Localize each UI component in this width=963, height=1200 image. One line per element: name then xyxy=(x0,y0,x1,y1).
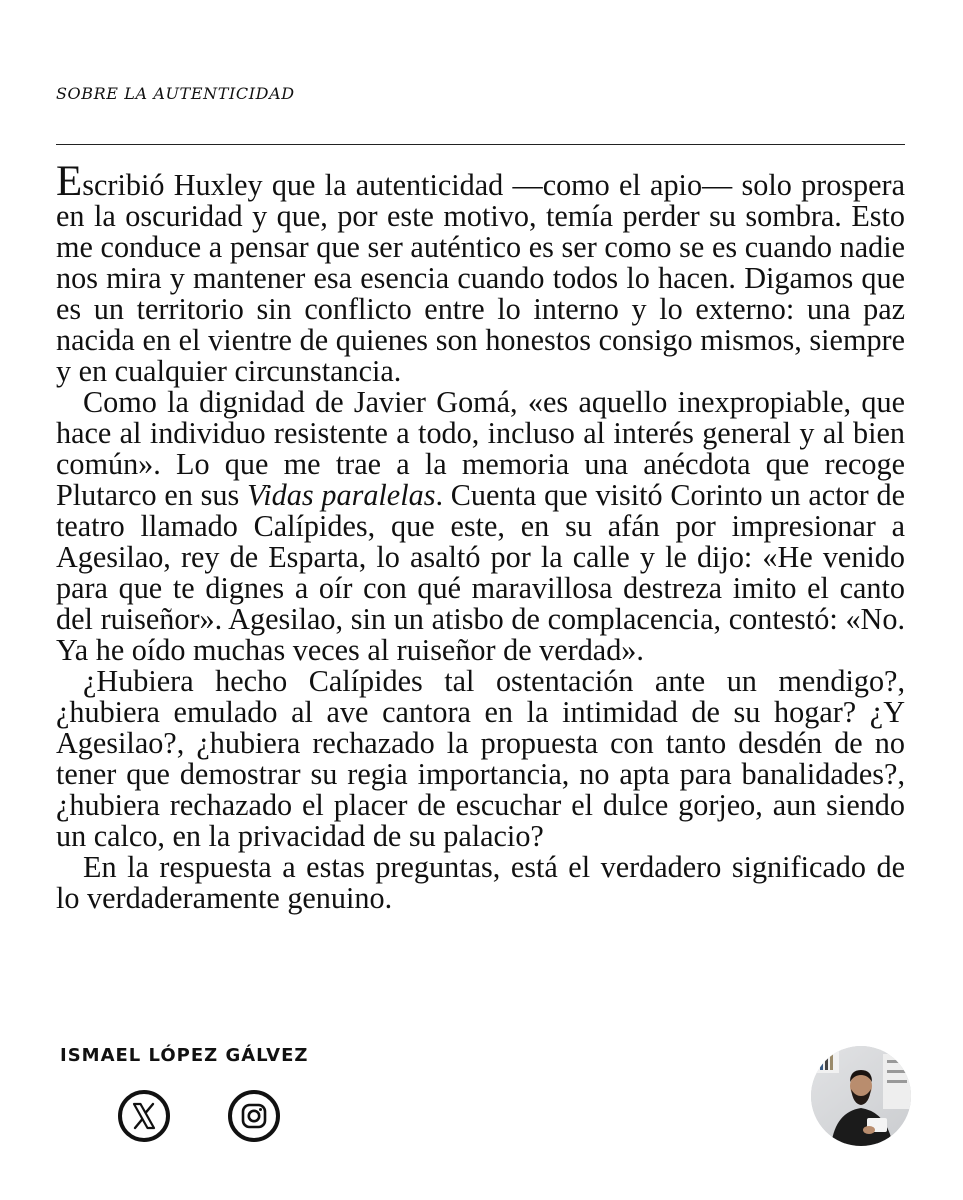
paragraph-2 xyxy=(56,387,905,666)
paragraph-4: En la respuesta a estas preguntas, está el verdadero significado de lo verdaderamente genuino. xyxy=(56,850,905,915)
section-label: SOBRE LA AUTENTICIDAD xyxy=(56,84,295,103)
x-icon[interactable] xyxy=(117,1089,171,1143)
article-body xyxy=(56,158,905,915)
book-title: Vidas paralelas xyxy=(247,478,436,512)
paragraph-2-text-b: . Cuenta que visitó Corinto un actor de teatro llamado Calípides, que este, en su afán por impresionar a Agesilao, rey de Esparta, lo asaltó por la calle y le dijo: «He venido para que te dignes a oír con qué maravillosa destreza imito el canto del ruiseñor». Agesilao, sin un atisbo de complacencia, contestó: «No. Ya he oído muchas veces al ruiseñor de verdad». xyxy=(56,478,905,667)
instagram-icon[interactable] xyxy=(227,1089,281,1143)
drop-cap: E xyxy=(56,158,83,205)
avatar xyxy=(797,1046,925,1146)
paragraph-3: ¿Hubiera hecho Calípides tal ostentación ante un mendigo?, ¿hubiera emulado al ave cantora en la intimidad de su hogar? ¿Y Agesilao?, ¿hubiera rechazado la propuesta con tanto desdén de no tener que demostrar su regia importancia, no apta para banalidades?, ¿hubiera rechazado el placer de escuchar el dulce gorjeo, aun siendo un calco, en la privacidad de su palacio? xyxy=(56,664,905,853)
paragraph-2-text-a: Como la dignidad de Javier Gomá, «es aquello inexpropiable, que hace al individuo resistente a todo, incluso al interés general y al bien común». Lo que me trae a la memoria una anécdota que recoge Plutarco en sus xyxy=(56,385,905,512)
header-divider xyxy=(56,144,905,145)
paragraph-1-text: scribió Huxley que la autenticidad —como el apio— solo prospera en la oscuridad y que, por este motivo, temía perder su sombra. Esto me conduce a pensar que ser auténtico es ser como se es cuando nadie nos mira y mantener esa esencia cuando todos lo hacen. Digamos que es un territorio sin conflicto entre lo interno y lo externo: una paz nacida en el vientre de quienes son honestos consigo mismos, siempre y en cualquier circunstancia. xyxy=(56,168,905,388)
author-name: ISMAEL LÓPEZ GÁLVEZ xyxy=(60,1045,309,1066)
paragraph-1 xyxy=(56,158,905,388)
